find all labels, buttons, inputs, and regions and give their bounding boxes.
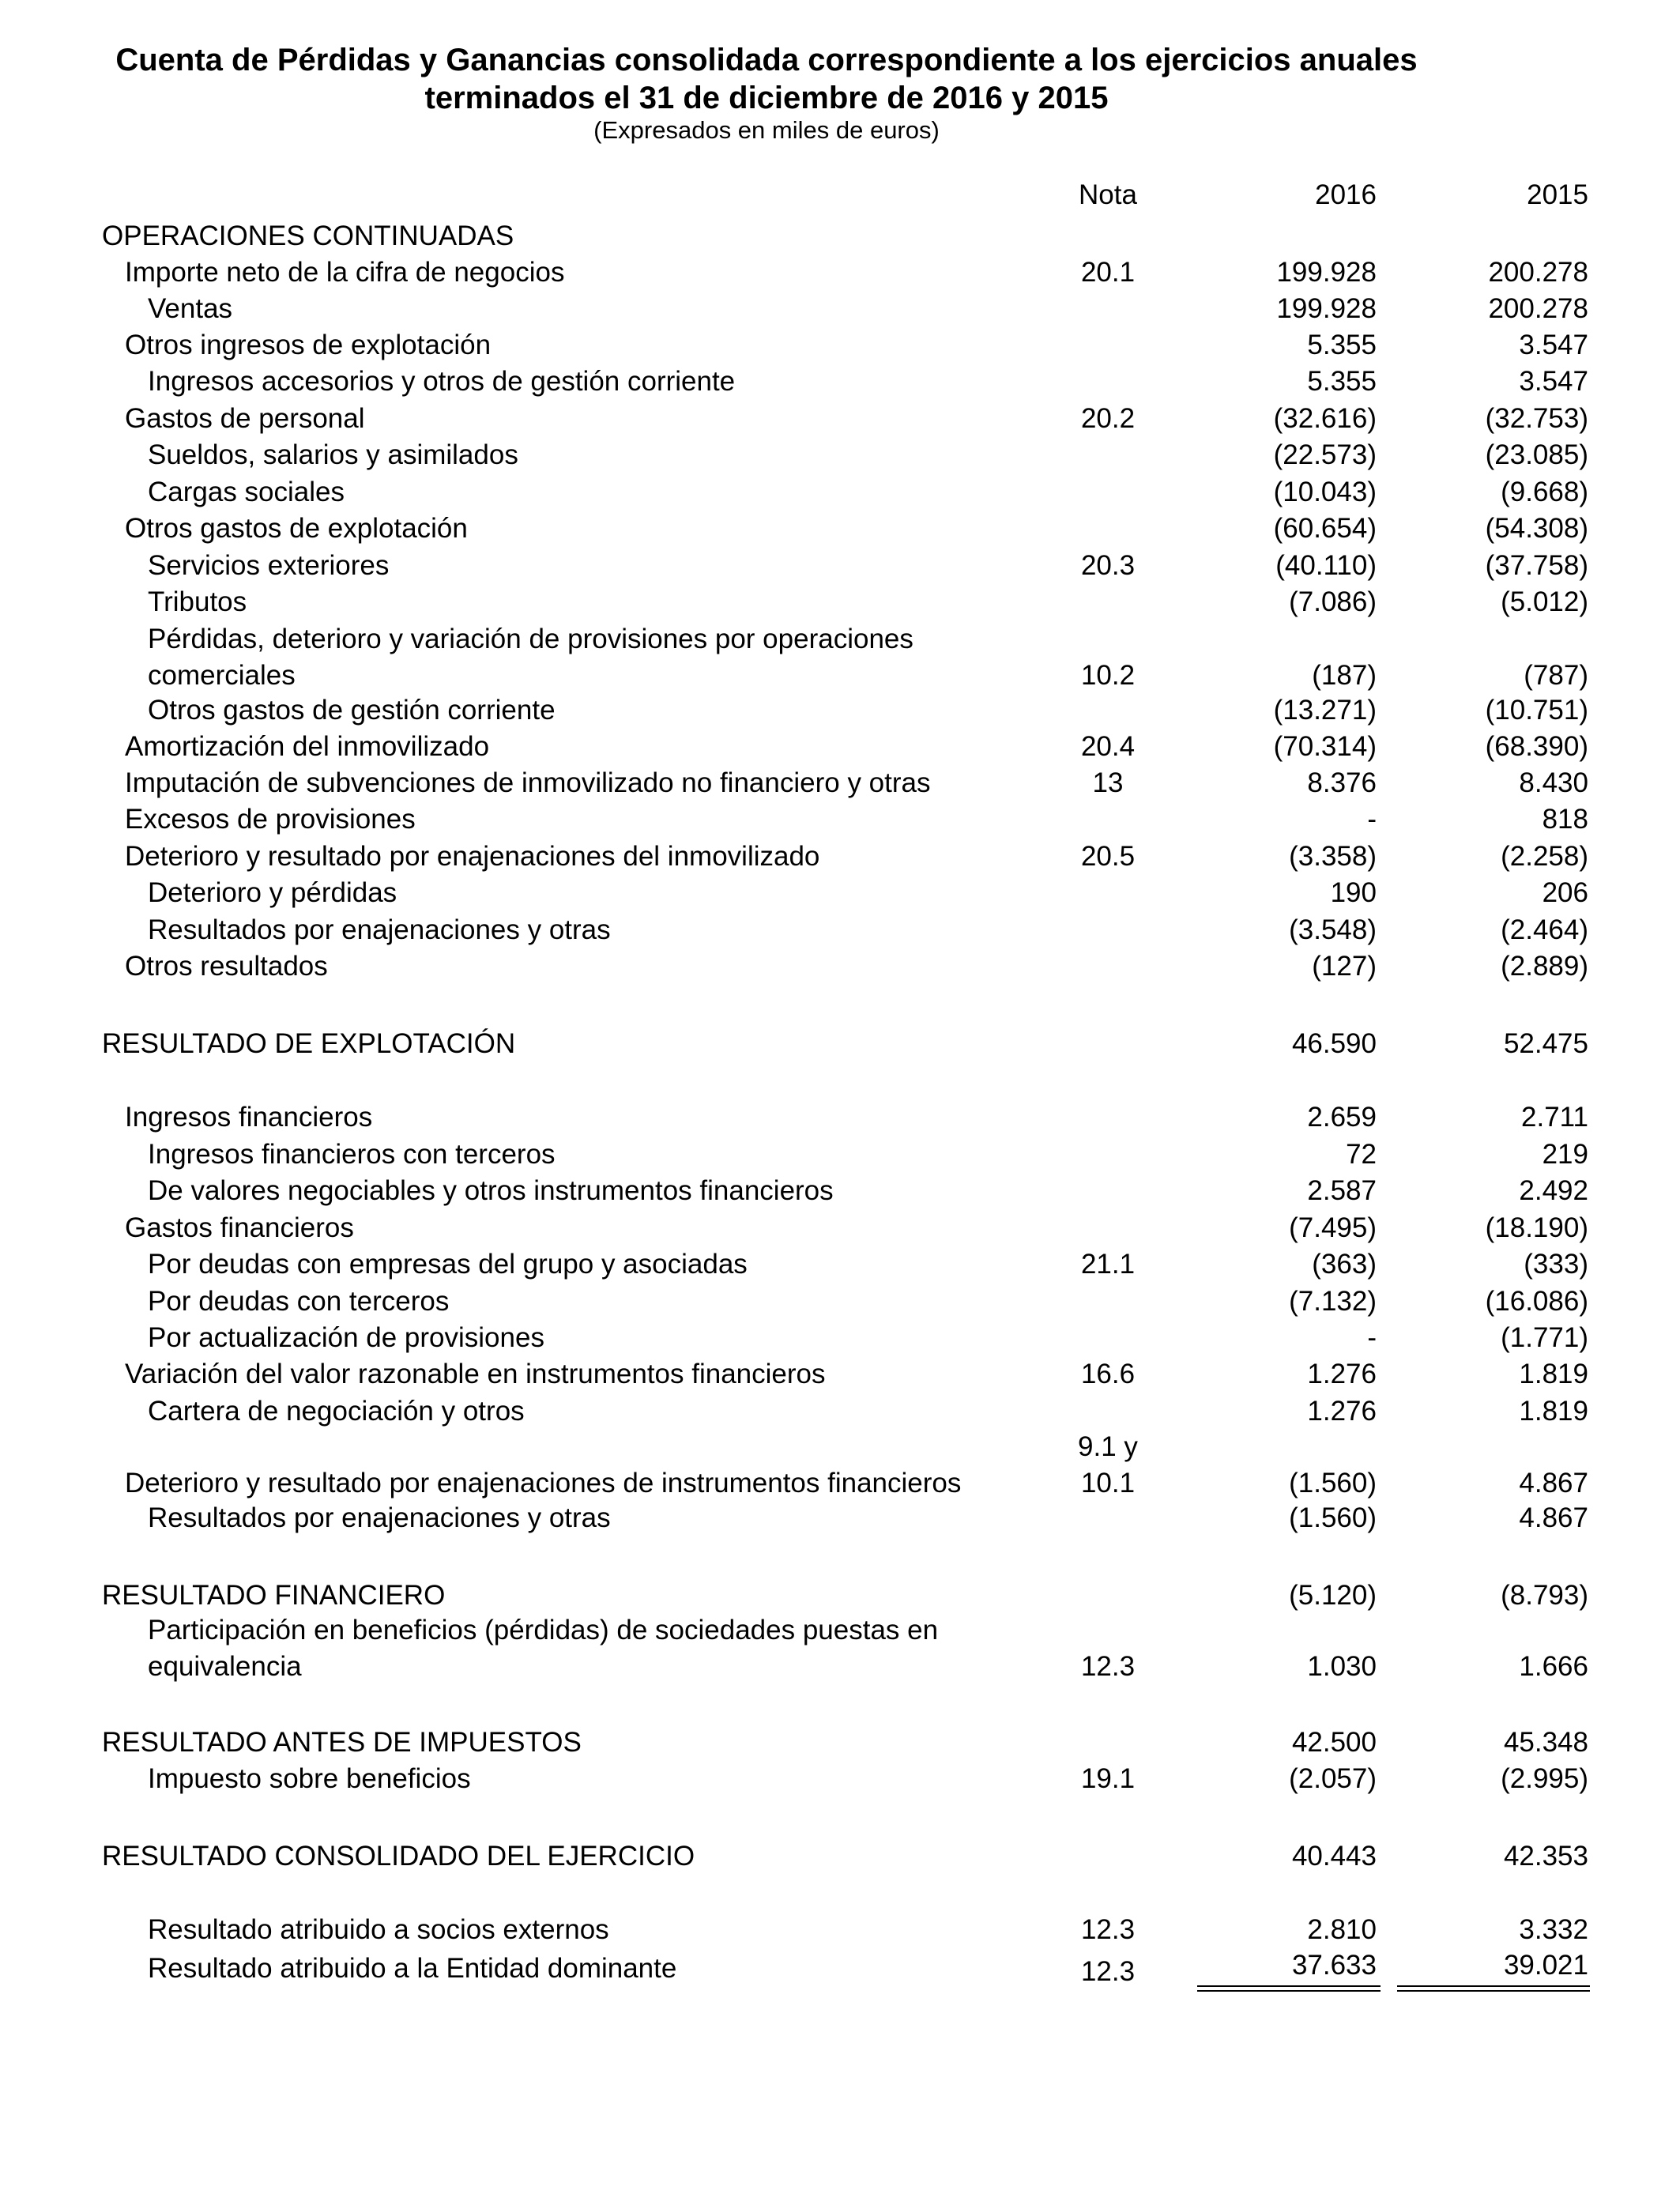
table-row	[0, 437, 1680, 473]
table-row	[0, 729, 1680, 765]
row-label: RESULTADO DE EXPLOTACIÓN	[102, 1028, 516, 1059]
row-value-2015: (1.771)	[1501, 1322, 1588, 1353]
row-label: Por deudas con empresas del grupo y asociadas	[148, 1249, 748, 1280]
row-label: Resultados por enajenaciones y otras	[148, 914, 611, 945]
row-value-2016: (3.358)	[1289, 841, 1377, 872]
table-row	[0, 765, 1680, 801]
row-value-2015: 219	[1542, 1139, 1588, 1170]
row-value-2016: (3.548)	[1289, 914, 1377, 945]
row-value-2016: (127)	[1312, 951, 1377, 982]
row-value-2015: (787)	[1524, 660, 1588, 691]
table-row	[0, 291, 1680, 327]
table-row-subtotal	[0, 1725, 1680, 1761]
row-label: Tributos	[148, 586, 247, 617]
row-value-2015: (2.995)	[1501, 1763, 1588, 1794]
row-nota: 20.1	[1080, 257, 1136, 288]
row-value-2015: (32.753)	[1485, 403, 1588, 434]
row-nota: 20.4	[1080, 731, 1136, 762]
row-value-2015: (68.390)	[1485, 731, 1588, 762]
table-header	[0, 177, 1680, 213]
row-nota-line-2: 10.1	[1080, 1468, 1136, 1498]
row-label: Excesos de provisiones	[125, 804, 416, 835]
row-value-2015: (5.012)	[1501, 586, 1588, 617]
table-row	[0, 1320, 1680, 1356]
row-value-2015: 45.348	[1503, 1727, 1588, 1758]
row-label: RESULTADO ANTES DE IMPUESTOS	[102, 1727, 582, 1758]
row-label: Gastos de personal	[125, 403, 365, 434]
row-label: Imputación de subvenciones de inmovilizado no financiero y otras	[125, 767, 931, 798]
row-value-2016: 1.276	[1307, 1396, 1377, 1427]
row-value-2016: 8.376	[1307, 767, 1377, 798]
row-value-2016: (60.654)	[1273, 513, 1377, 544]
row-label: Impuesto sobre beneficios	[148, 1763, 471, 1794]
row-label: Cargas sociales	[148, 477, 345, 507]
document-subtitle: (Expresados en miles de euros)	[593, 116, 940, 144]
row-value-2016: 2.587	[1307, 1175, 1377, 1206]
row-value-2015: 1.819	[1519, 1359, 1588, 1389]
row-value-2016: (32.616)	[1273, 403, 1377, 434]
row-value-2016: 72	[1346, 1139, 1377, 1170]
row-value-2016: (13.271)	[1273, 695, 1377, 726]
row-nota: 20.5	[1080, 841, 1136, 872]
row-value-2015: 3.547	[1519, 366, 1588, 397]
document-title-line-1: Cuenta de Pérdidas y Ganancias consolidada correspondiente a los ejercicios anuales	[115, 43, 1418, 77]
row-value-2016: (70.314)	[1273, 731, 1377, 762]
table-row	[0, 1612, 1680, 1685]
row-value-2016: 46.590	[1291, 1028, 1377, 1059]
row-nota	[1029, 1429, 1187, 1502]
row-value-2016: -	[1367, 1322, 1377, 1353]
row-value-2015: (18.190)	[1485, 1212, 1588, 1243]
row-value-2015: 42.353	[1503, 1841, 1588, 1872]
row-value-2015: (54.308)	[1485, 513, 1588, 544]
row-value-2016: 2.810	[1307, 1914, 1377, 1945]
row-label: Otros resultados	[125, 951, 328, 982]
row-value-2016: (7.132)	[1289, 1286, 1377, 1317]
row-value-2015: 8.430	[1519, 767, 1588, 798]
row-nota: 12.3	[1080, 1914, 1136, 1945]
row-value-2015: (2.889)	[1501, 951, 1588, 982]
row-label: Deterioro y resultado por enajenaciones del inmovilizado	[125, 841, 820, 872]
row-value-2015: 4.867	[1519, 1468, 1588, 1498]
header-2016: 2016	[1315, 179, 1377, 210]
row-label: Deterioro y resultado por enajenaciones de instrumentos financieros	[125, 1468, 962, 1498]
row-value-2015: (9.668)	[1501, 477, 1588, 507]
row-value-2015: 3.332	[1519, 1914, 1588, 1945]
table-row	[0, 621, 1680, 694]
row-value-2016: 199.928	[1276, 293, 1377, 324]
table-row	[0, 1912, 1680, 1948]
row-label: OPERACIONES CONTINUADAS	[102, 221, 514, 251]
row-value-2016: (7.495)	[1289, 1212, 1377, 1243]
row-label: Participación en beneficios (pérdidas) de sociedades puestas en equivalencia	[148, 1615, 939, 1682]
row-value-2016: 1.276	[1307, 1359, 1377, 1389]
row-nota-line-1: 9.1 y	[1078, 1431, 1138, 1462]
row-value-2016: 1.030	[1307, 1651, 1377, 1682]
double-underline-2015	[1397, 1985, 1590, 1992]
table-row	[0, 801, 1680, 838]
table-row	[0, 1429, 1680, 1502]
table-row	[0, 1393, 1680, 1430]
row-value-2015: 39.021	[1503, 1950, 1588, 1981]
row-label: De valores negociables y otros instrumentos financieros	[148, 1175, 834, 1206]
table-row	[0, 912, 1680, 948]
row-value-2015: (2.464)	[1501, 914, 1588, 945]
table-row	[0, 1210, 1680, 1246]
double-underline-2016	[1197, 1985, 1381, 1992]
table-row-subtotal	[0, 1026, 1680, 1062]
row-value-2016: -	[1367, 804, 1377, 835]
row-value-2016: 190	[1330, 877, 1377, 908]
row-nota: 12.3	[1080, 1956, 1136, 1987]
header-2015: 2015	[1527, 179, 1588, 210]
row-label: Pérdidas, deterioro y variación de provisiones por operaciones comerciales	[148, 624, 913, 691]
table-row	[0, 401, 1680, 437]
row-label: Otros gastos de explotación	[125, 513, 468, 544]
row-value-2015: (2.258)	[1501, 841, 1588, 872]
header-nota: Nota	[1079, 179, 1137, 210]
row-value-2015: (16.086)	[1485, 1286, 1588, 1317]
table-row	[0, 254, 1680, 291]
row-value-2015: (23.085)	[1485, 439, 1588, 470]
row-label: Ingresos accesorios y otros de gestión corriente	[148, 366, 736, 397]
table-row	[0, 548, 1680, 584]
table-row	[0, 1951, 1680, 1987]
row-value-2015: 52.475	[1503, 1028, 1588, 1059]
row-value-2015: 818	[1542, 804, 1588, 835]
row-label: Variación del valor razonable en instrumentos financieros	[125, 1359, 826, 1389]
row-value-2016: (1.560)	[1289, 1502, 1377, 1533]
row-value-2015: 200.278	[1488, 293, 1588, 324]
table-row	[0, 1761, 1680, 1797]
table-row	[0, 1356, 1680, 1393]
row-value-2016: 5.355	[1307, 366, 1377, 397]
table-row	[0, 327, 1680, 364]
row-nota: 13	[1092, 767, 1124, 798]
row-label: Resultado atribuido a socios externos	[148, 1914, 609, 1945]
table-row	[0, 218, 1680, 254]
row-value-2016: 37.633	[1291, 1950, 1377, 1981]
row-label: Otros gastos de gestión corriente	[148, 695, 556, 726]
table-row-total	[0, 1838, 1680, 1875]
row-label: Deterioro y pérdidas	[148, 877, 397, 908]
row-value-2016: 5.355	[1307, 330, 1377, 360]
row-value-2015: (333)	[1524, 1249, 1588, 1280]
row-value-2015: 206	[1542, 877, 1588, 908]
row-label: Cartera de negociación y otros	[148, 1396, 525, 1427]
row-value-2016: 40.443	[1291, 1841, 1377, 1872]
table-row	[0, 1284, 1680, 1320]
row-value-2015: 2.711	[1521, 1102, 1588, 1133]
row-value-2016: 199.928	[1276, 257, 1377, 288]
row-value-2015: 3.547	[1519, 330, 1588, 360]
row-value-2015: 1.666	[1519, 1651, 1588, 1682]
row-label: Importe neto de la cifra de negocios	[125, 257, 565, 288]
row-label: Resultado atribuido a la Entidad dominante	[148, 1953, 677, 1984]
table-row	[0, 692, 1680, 729]
row-value-2016: (40.110)	[1275, 550, 1377, 581]
row-label: Ventas	[148, 293, 233, 324]
row-label: Servicios exteriores	[148, 550, 390, 581]
row-nota: 20.3	[1080, 550, 1136, 581]
table-row	[0, 1099, 1680, 1136]
row-label: Otros ingresos de explotación	[125, 330, 492, 360]
row-value-2015: 4.867	[1519, 1502, 1588, 1533]
row-value-2015: (37.758)	[1485, 550, 1588, 581]
row-label: Ingresos financieros	[125, 1102, 373, 1133]
table-row	[0, 364, 1680, 400]
row-label: RESULTADO FINANCIERO	[102, 1580, 446, 1611]
row-value-2015: 2.492	[1519, 1175, 1588, 1206]
table-row	[0, 1173, 1680, 1209]
row-value-2015: (8.793)	[1501, 1580, 1588, 1611]
table-row	[0, 1246, 1680, 1283]
row-nota: 10.2	[1080, 660, 1136, 691]
table-row	[0, 948, 1680, 985]
document-title-line-2: terminados el 31 de diciembre de 2016 y 2015	[424, 81, 1109, 115]
row-nota: 12.3	[1080, 1651, 1136, 1682]
row-value-2016: (2.057)	[1289, 1763, 1377, 1794]
table-row-subtotal	[0, 1578, 1680, 1614]
row-value-2016: (1.560)	[1289, 1468, 1377, 1498]
table-row	[0, 474, 1680, 511]
table-row	[0, 584, 1680, 620]
row-value-2016: 42.500	[1291, 1727, 1377, 1758]
row-label: Ingresos financieros con terceros	[148, 1139, 556, 1170]
row-value-2016: (7.086)	[1289, 586, 1377, 617]
row-value-2016: (10.043)	[1273, 477, 1377, 507]
row-nota: 21.1	[1080, 1249, 1136, 1280]
row-nota: 16.6	[1080, 1359, 1136, 1389]
table-row	[0, 1137, 1680, 1173]
row-label: Resultados por enajenaciones y otras	[148, 1502, 611, 1533]
row-label: Amortización del inmovilizado	[125, 731, 490, 762]
row-value-2015: (10.751)	[1485, 695, 1588, 726]
table-row	[0, 875, 1680, 911]
row-value-2016: 2.659	[1307, 1102, 1377, 1133]
row-value-2015: 1.819	[1519, 1396, 1588, 1427]
row-label: RESULTADO CONSOLIDADO DEL EJERCICIO	[102, 1841, 695, 1872]
row-label: Por actualización de provisiones	[148, 1322, 544, 1353]
table-row	[0, 511, 1680, 547]
row-value-2016: (187)	[1312, 660, 1377, 691]
row-nota: 19.1	[1080, 1763, 1136, 1794]
table-row	[0, 1500, 1680, 1536]
row-value-2016: (363)	[1312, 1249, 1377, 1280]
row-label: Por deudas con terceros	[148, 1286, 450, 1317]
row-value-2015: 200.278	[1488, 257, 1588, 288]
row-value-2016: (22.573)	[1273, 439, 1377, 470]
row-label: Gastos financieros	[125, 1212, 354, 1243]
row-label: Sueldos, salarios y asimilados	[148, 439, 518, 470]
row-value-2016: (5.120)	[1289, 1580, 1377, 1611]
table-row	[0, 839, 1680, 875]
row-nota: 20.2	[1080, 403, 1136, 434]
